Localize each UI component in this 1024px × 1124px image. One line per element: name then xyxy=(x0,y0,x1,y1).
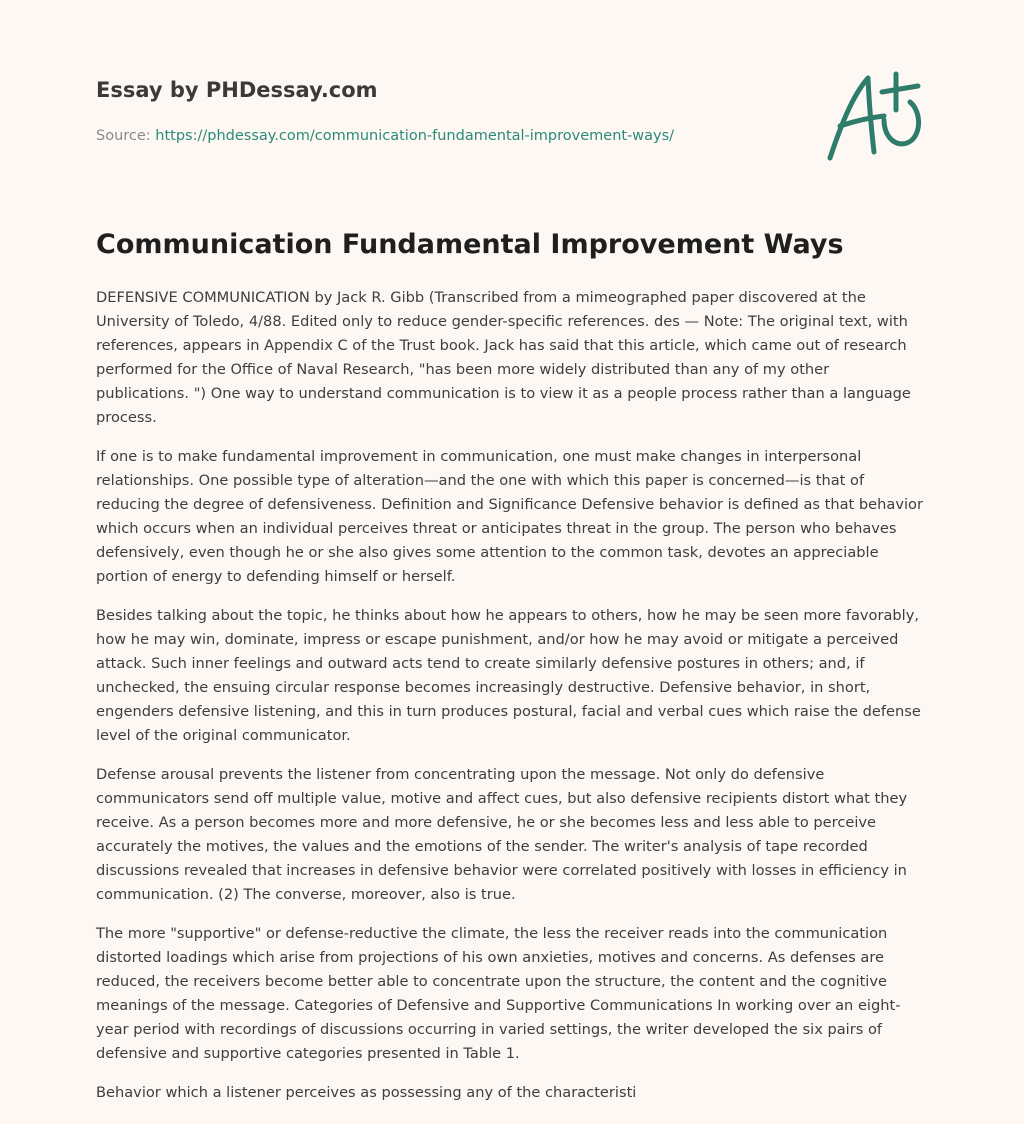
essay-paragraph: Defense arousal prevents the listener from concentrating upon the message. Not only do defensive communicators send off multiple value, motive and affect cues, but also defensive recipients distort what they receive. As a person becomes more and more defensive, he or she becomes less and less able to perceive accurately the motives, the values and the emotions of the sender. The writer's analysis of tape recorded discussions revealed that increases in defensive behavior were correlated positively with losses in efficiency in communication. (2) The converse, moreover, also is true. xyxy=(96,766,908,903)
essay-paragraph: Besides talking about the topic, he thinks about how he appears to others, how he may be seen more favorably, how he may win, dominate, impress or escape punishment, and/or how he may avoid or mitigate a perceived attack. Such inner feelings and outward acts tend to create similarly defensive postures in others; and, if unchecked, the ensuing circular response becomes increasingly destructive. Defensive behavior, in short, engenders defensive listening, and this in turn produces postural, facial and verbal cues which raise the defense level of the original communicator. xyxy=(96,607,921,744)
a-plus-logo-icon xyxy=(822,66,928,164)
essay-title: Communication Fundamental Improvement Ways xyxy=(96,229,844,260)
essay-header xyxy=(96,76,796,146)
essay-paragraph: DEFENSIVE COMMUNICATION by Jack R. Gibb (Transcribed from a mimeographed paper discovered at the University of Toledo, 4/88. Edited only to reduce gender-specific references. des — Note: The original text, with references, appears in Appendix C of the Trust book. Jack has said that this article, which came out of research performed for the Office of Naval Research, "has been more widely distributed than any of my other publications. ") One way to understand communication is to view it as a people process rather than a language process. xyxy=(96,289,911,426)
essay-paragraph: Behavior which a listener perceives as possessing any of the characteristi xyxy=(96,1084,637,1101)
essay-paragraph: If one is to make fundamental improvement in communication, one must make changes in interpersonal relationships. One possible type of alteration—and the one with which this paper is concerned—is that of reducing the degree of defensiveness. Definition and Significance Defensive behavior is defined as that behavior which occurs when an individual perceives threat or anticipates threat in the group. The person who behaves defensively, even though he or she also gives some attention to the common task, devotes an appreciable portion of energy to defending himself or herself. xyxy=(96,448,923,585)
essay-body xyxy=(96,286,926,1120)
site-title: Essay by PHDessay.com xyxy=(96,78,378,102)
source-label: Source: xyxy=(96,128,156,144)
essay-paragraph: The more "supportive" or defense-reductive the climate, the less the receiver reads into the communication distorted loadings which arise from projections of his own anxieties, motives and concerns. As defenses are reduced, the receivers become better able to concentrate upon the structure, the content and the cognitive meanings of the message. Categories of Defensive and Supportive Communications In working over an eight-year period with recordings of discussions occurring in varied settings, the writer developed the six pairs of defensive and supportive categories presented in Table 1. xyxy=(96,925,901,1062)
source-link[interactable]: https://phdessay.com/communication-fundamental-improvement-ways/ xyxy=(155,128,675,144)
source-line xyxy=(96,126,796,146)
